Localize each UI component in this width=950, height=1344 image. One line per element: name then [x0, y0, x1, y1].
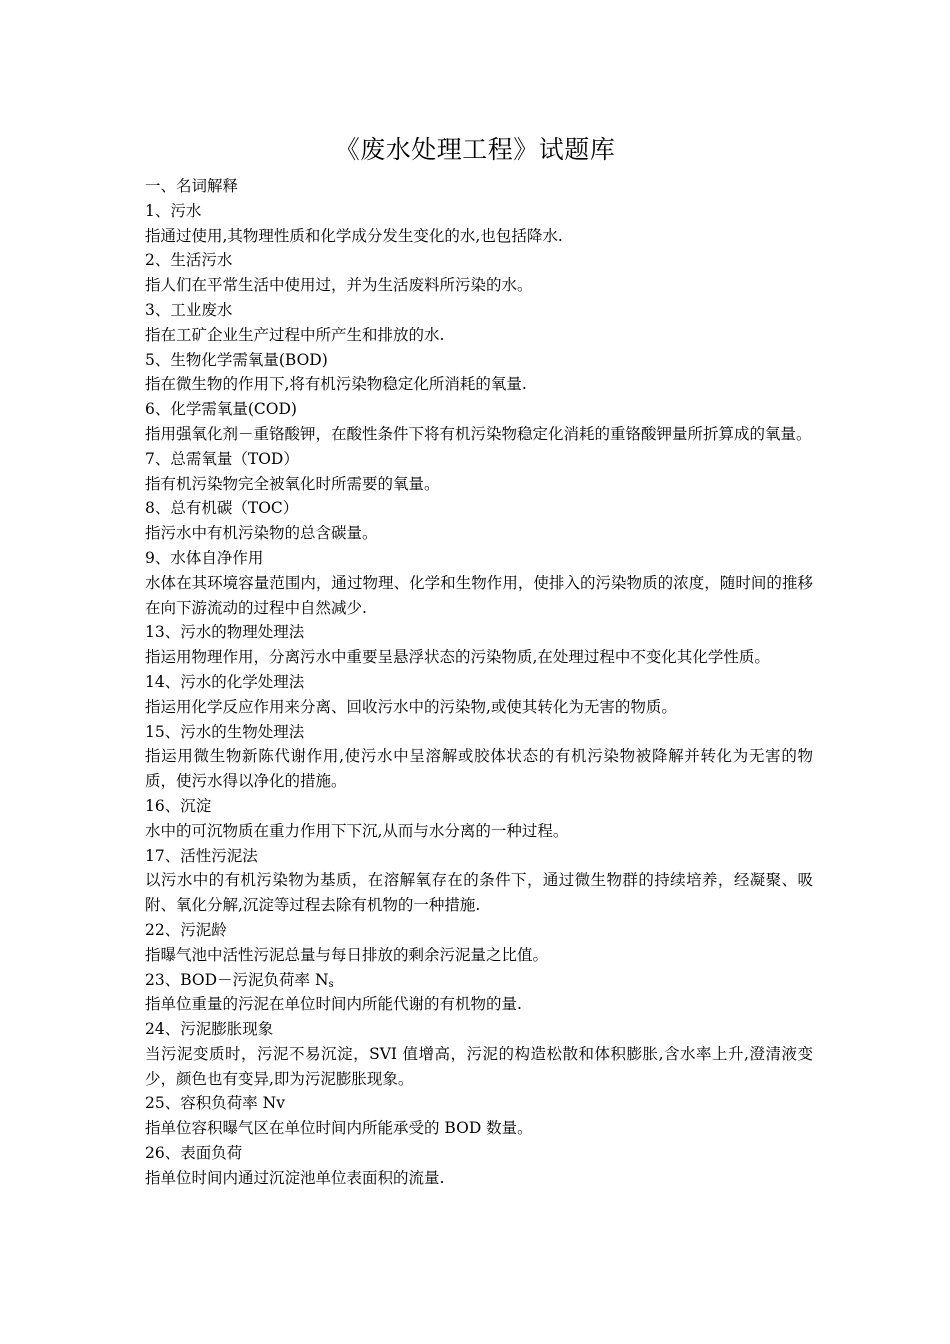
term-heading: 17、活性污泥法: [145, 846, 258, 865]
term-heading: 9、水体自净作用: [145, 548, 264, 567]
document-body: [145, 174, 813, 1191]
term-definition: 指通过使用,其物理性质和化学成分发生变化的水,也包括降水.: [145, 226, 563, 245]
term-heading: 5、生物化学需氧量(BOD): [145, 350, 328, 369]
term-heading: 25、容积负荷率 Nv: [145, 1094, 285, 1113]
term-definition: 指运用化学反应作用来分离、回收污水中的污染物,或使其转化为无害的物质。: [145, 697, 677, 716]
term-definition: 指人们在平常生活中使用过，并为生活废料所污染的水。: [145, 276, 533, 295]
term-heading: 1、污水: [145, 201, 202, 220]
term-heading: 8、总有机碳（TOC）: [145, 499, 299, 518]
term-definition: 以污水中的有机污染物为基质，在溶解氧存在的条件下，通过微生物群的持续培养，经凝聚、吸附、氧化分解,沉淀等过程去除有机物的一种措施.: [145, 871, 813, 915]
term-definition: 指单位容积曝气区在单位时间内所能承受的 BOD 数量。: [145, 1119, 533, 1138]
term-definition: 指单位重量的污泥在单位时间内所能代谢的有机物的量.: [145, 995, 522, 1014]
term-subscript: s: [328, 978, 334, 990]
document-title: 《废水处理工程》试题库: [334, 135, 616, 164]
term-heading: 3、工业废水: [145, 300, 233, 319]
term-heading: 2、生活污水: [145, 251, 233, 270]
term-definition: 指污水中有机污染物的总含碳量。: [145, 524, 378, 543]
term-definition: 指在工矿企业生产过程中所产生和排放的水.: [145, 325, 445, 344]
term-definition: 指在微生物的作用下,将有机污染物稳定化所消耗的氧量.: [145, 375, 527, 394]
term-heading: 6、化学需氧量(COD): [145, 400, 297, 419]
term-heading: 16、沉淀: [145, 796, 212, 815]
term-heading: 24、污泥膨胀现象: [145, 1020, 274, 1039]
term-heading: 26、表面负荷: [145, 1144, 243, 1163]
term-heading: 14、污水的化学处理法: [145, 672, 305, 691]
term-definition: 指运用微生物新陈代谢作用,使污水中呈溶解或胶体状态的有机污染物被降解并转化为无害的物质，使污水得以净化的措施。: [145, 747, 813, 791]
term-heading: 13、污水的物理处理法: [145, 623, 305, 642]
term-definition: 指用强氧化剂－重铬酸钾，在酸性条件下将有机污染物稳定化消耗的重铬酸钾量所折算成的氧量。: [145, 424, 812, 443]
term-definition: 指运用物理作用，分离污水中重要呈悬浮状态的污染物质,在处理过程中不变化其化学性质。: [145, 648, 770, 667]
term-definition: 指单位时间内通过沉淀池单位表面积的流量.: [145, 1168, 445, 1187]
term-definition: 当污泥变质时，污泥不易沉淀，SVI 值增高，污泥的构造松散和体积膨胀,含水率上升,澄清液变少，颜色也有变异,即为污泥膨胀现象。: [145, 1044, 813, 1088]
term-heading: 22、污泥龄: [145, 920, 227, 939]
term-heading-text: 23、BOD－污泥负荷率 N: [145, 970, 329, 989]
term-heading: 7、总需氧量（TOD）: [145, 449, 299, 468]
term-definition: 指有机污染物完全被氧化时所需要的氧量。: [145, 474, 440, 493]
term-definition: 水体在其环境容量范围内，通过物理、化学和生物作用，使排入的污染物质的浓度，随时间的推移在向下游流动的过程中自然减少.: [145, 573, 813, 617]
term-heading: [145, 968, 813, 993]
term-definition: 指曝气池中活性污泥总量与每日排放的剩余污泥量之比值。: [145, 945, 549, 964]
term-definition: 水中的可沉物质在重力作用下下沉,从而与水分离的一种过程。: [145, 821, 569, 840]
term-heading: 15、污水的生物处理法: [145, 722, 305, 741]
section-heading: 一、名词解释: [145, 177, 239, 195]
